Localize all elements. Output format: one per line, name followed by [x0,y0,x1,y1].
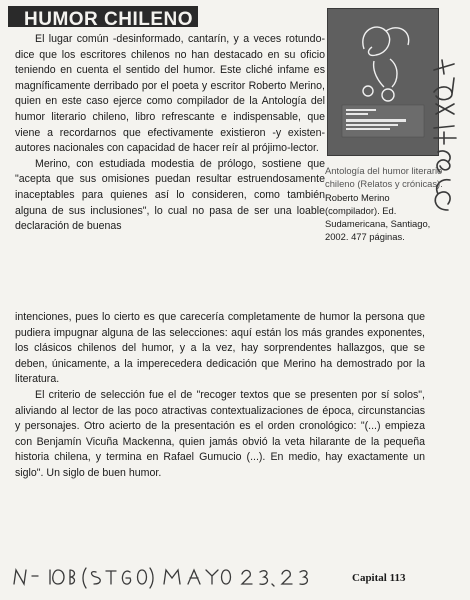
article-column-full [15,310,425,482]
article-paragraph-1: El lugar común -desinformado, cantarín, y a veces rotundo- dice que los escritores chilenos no han destacado en su oficio teniendo en cuenta el sentido del humor. Este cliché infame es magníficamente derribado por el poeta y escritor Roberto Merino, quien en este caso ejerce como compilador de la Antología del humor literario chileno, libro refrescante e indispensable, que viene a recordarnos que efectivamente existieron -y existen- autores nacionales con capacidad de hacer reír al prójimo-lector. [15,33,325,155]
article-paragraph-2-start: Merino, con estudiada modestia de prólogo, sostiene que "acepta que sus omisiones puedan resultar estruendosamente inaceptables para quienes así lo consideren, como también alguna de sus inclusiones", lo cual no pasa de ser una loable declaración de buenas [15,157,325,233]
article-column-top [15,32,325,235]
article-paragraph-2-end: intenciones, pues lo cierto es que carecería completamente de humor la persona que pudiera impugnar alguna de las selecciones: aquí están los más grandes exponentes, los clásicos chilenos del humor, y a la vez, hay sorprendentes hallazgos, que se deben, únicamente, a la imperecedera dedicación que Merino ha demostrado por la literatura. [15,311,425,386]
book-details-caption: Roberto Merino (compilador). Ed. Sudamericana, Santiago, 2002. 477 páginas. [325,191,431,243]
page-number: 113 [389,572,406,584]
page-footer [352,572,406,584]
handwritten-date-note [10,562,310,594]
article-paragraph-3: El criterio de selección fue el de "recoger textos que se presenten por sí solos", aliviando al lector de las poco atractivas contextualizaciones de época, circunstancias y personajes. Otro acierto de la presentación es el orden cronológico: "(...) empieza con Benjamín Vicuña Mackenna, quien jamás obvió la veta hilarante de la pequeña historia chilena, y termina en Rafael Gumucio (...). En medio, hay exactamente un siglo". Un siglo de buen humor. [15,388,425,479]
section-banner [8,6,198,30]
publication-name: Capital [352,572,387,584]
handwritten-margin-note [418,40,468,230]
section-title: HUMOR CHILENO [24,9,194,30]
book-title-caption: Antología del humor literario chileno (Relatos y crónicas). [325,165,443,190]
